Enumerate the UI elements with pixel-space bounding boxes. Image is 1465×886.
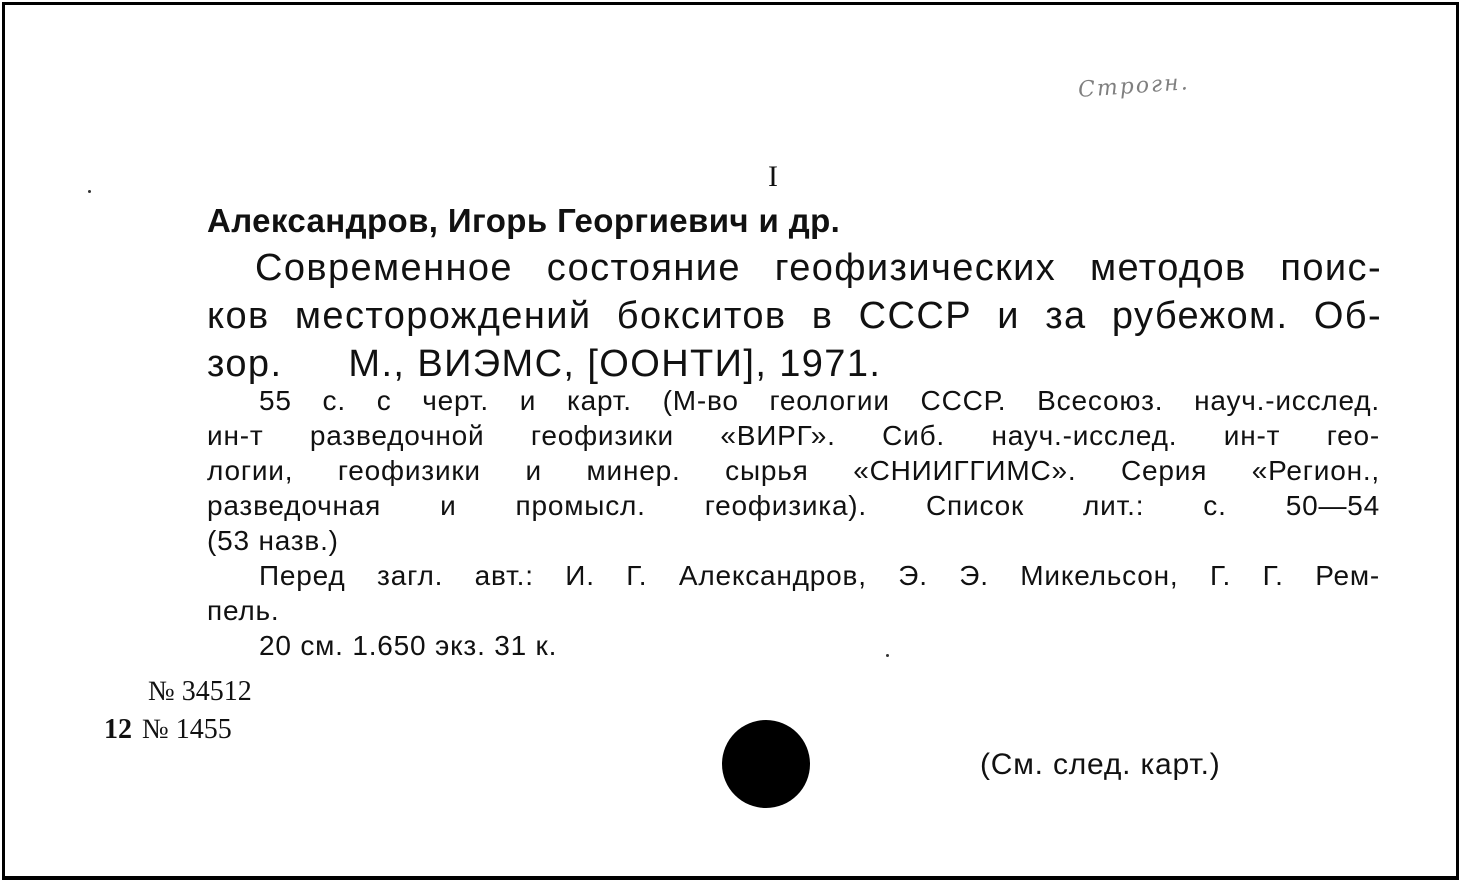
punch-hole	[722, 720, 810, 808]
imprint: М., ВИЭМС, [ООНТИ], 1971.	[348, 343, 882, 385]
physical-description: 20 см. 1.650 экз. 31 к.	[259, 630, 558, 661]
title-end: зор.	[207, 343, 283, 385]
title-line: ков месторождений бокситов в СССР и за рубежом. Об-	[207, 295, 1382, 337]
description-line: разведочная и промысл. геофизика). Список лит.: с. 50—54	[207, 490, 1380, 521]
card-number: I	[768, 160, 778, 193]
title-block	[207, 244, 1382, 388]
inventory-number-2	[104, 714, 232, 746]
title-line	[207, 340, 1382, 388]
author-heading: Александров, Игорь Георгиевич и др.	[207, 202, 841, 239]
stray-dot	[88, 190, 91, 193]
description-line: ин-т разведочной геофизики «ВИРГ». Сиб. науч.-исслед. ин-т гео-	[207, 420, 1380, 451]
inventory-value: № 1455	[142, 714, 232, 745]
title-line: Современное состояние геофизических методов поис-	[255, 247, 1382, 289]
continued-note: (См. след. карт.)	[980, 748, 1221, 781]
authors-note-line: пель.	[207, 595, 280, 626]
description-line: логии, геофизики и минер. сырья «СНИИГГИМС». Серия «Регион.,	[207, 455, 1380, 486]
description-line: 55 с. с черт. и карт. (М-во геологии СССР. Всесоюз. науч.-исслед.	[259, 385, 1380, 416]
description-block	[207, 383, 1380, 663]
authors-note-line: Перед загл. авт.: И. Г. Александров, Э. Э. Микельсон, Г. Г. Рем-	[259, 560, 1380, 591]
description-line: (53 назв.)	[207, 525, 339, 556]
inventory-prefix: 12	[104, 714, 132, 745]
handwritten-note: Строгн.	[1077, 70, 1191, 103]
inventory-number: № 34512	[148, 676, 252, 707]
